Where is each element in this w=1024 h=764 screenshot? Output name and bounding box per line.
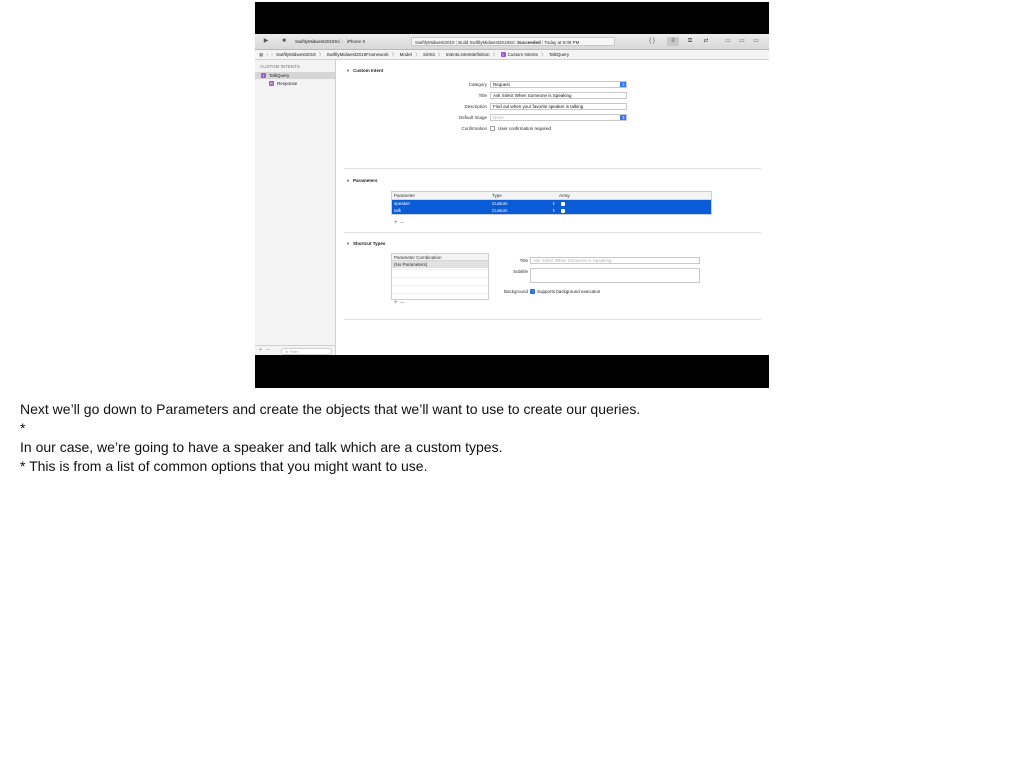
path-item[interactable]: Intents.intentdefinition 〉 xyxy=(445,52,498,57)
background-text: Supports background execution xyxy=(537,289,601,294)
column-header-array: Array xyxy=(559,193,570,198)
sidebar-item-label: TalkQuery xyxy=(269,73,290,78)
disclosure-triangle-icon: ▼ xyxy=(346,178,350,183)
scheme-selector[interactable]: SwiftlyMidwest2019Sri 〉 iPhone X xyxy=(295,39,366,44)
category-label: Category xyxy=(468,82,487,87)
path-item[interactable]: I Custom Intents 〉 xyxy=(502,52,546,58)
shortcut-title-label: Title xyxy=(519,258,528,263)
sidebar-item-response[interactable] xyxy=(255,80,335,87)
type-stepper-icon[interactable]: ⇕ xyxy=(552,201,556,206)
navigator-toggle-icon[interactable]: ▭ xyxy=(725,38,731,44)
path-item[interactable]: SwiftlyMidwest2019 〉 xyxy=(276,52,324,57)
category-select[interactable]: Request ⇕ xyxy=(490,81,627,88)
default-image-select[interactable]: None ⇕ xyxy=(490,114,627,121)
back-icon[interactable]: ‹ xyxy=(266,52,269,57)
confirmation-text: User confirmation required xyxy=(498,126,552,131)
sidebar-item-label: Response xyxy=(277,81,298,86)
section-divider xyxy=(344,232,761,233)
confirmation-checkbox[interactable] xyxy=(490,126,495,131)
background-checkbox[interactable] xyxy=(530,289,535,294)
sidebar-header: CUSTOM INTENTS xyxy=(260,64,300,69)
column-header-parameter: Parameter xyxy=(394,193,416,198)
assistant-editor-icon[interactable]: ⧉ xyxy=(687,38,693,44)
standard-editor-icon[interactable]: ≡ xyxy=(667,37,679,46)
debug-toggle-icon[interactable]: ▭ xyxy=(739,38,745,44)
section-divider xyxy=(344,319,761,320)
default-image-label: Default Image xyxy=(458,115,487,120)
xcode-window xyxy=(255,34,769,355)
shortcut-title-field[interactable]: Ask SiriKit When Someone is Speaking xyxy=(530,257,700,264)
status-time: Today at 9:09 PM xyxy=(544,40,580,45)
parameters-table-header xyxy=(392,192,711,200)
stop-icon[interactable]: ■ xyxy=(282,38,286,44)
path-item[interactable]: SwiftlyMidwest2019Framework 〉 xyxy=(326,52,397,57)
filter-input[interactable]: ⊛ Filter xyxy=(281,348,332,355)
status-result: Succeeded xyxy=(517,40,541,45)
add-intent-button[interactable]: + xyxy=(259,347,262,353)
path-item[interactable]: SiriKit 〉 xyxy=(422,52,443,57)
inspector-toggle-icon[interactable]: ▭ xyxy=(753,38,759,44)
section-shortcut-types[interactable]: ▼ Shortcut Types xyxy=(346,241,386,246)
section-custom-intent[interactable]: ▼ Custom Intent xyxy=(346,68,384,73)
sidebar-item-talkquery[interactable] xyxy=(255,72,335,79)
slide-image xyxy=(255,2,769,388)
speaker-notes xyxy=(20,400,1010,476)
intent-editor xyxy=(336,60,769,355)
parameter-name: talk xyxy=(394,208,402,213)
status-project: SwiftlyMidwest2019 xyxy=(415,40,455,45)
filter-icon: ⊛ xyxy=(285,349,290,354)
background-label: Background xyxy=(503,289,528,294)
parameter-name: speaker xyxy=(394,201,411,206)
combination-table-header: Parameter Combination xyxy=(392,254,488,261)
shortcut-subtitle-label: Subtitle xyxy=(512,269,528,274)
notes-line: * xyxy=(20,420,26,436)
array-checkbox[interactable] xyxy=(561,209,565,213)
remove-parameter-button[interactable]: – xyxy=(400,220,407,226)
confirmation-label: Confirmation xyxy=(461,126,487,131)
jump-bar xyxy=(255,50,769,60)
array-checkbox[interactable] xyxy=(561,202,565,206)
scheme-target: SwiftlyMidwest2019Sri xyxy=(295,39,341,44)
notes-line: In our case, we’re going to have a speaker and talk which are a custom types. xyxy=(20,439,503,455)
parameter-type: Custom xyxy=(492,201,508,206)
code-review-icon[interactable]: { } xyxy=(649,38,655,44)
notes-line: Next we’ll go down to Parameters and create the objects that we’ll want to use to create our queries. xyxy=(20,401,641,417)
status-build: Build SwiftlyMidwest2019Sri: xyxy=(458,40,516,45)
intent-list-sidebar xyxy=(255,60,336,355)
disclosure-triangle-icon: ▼ xyxy=(346,68,350,73)
forward-icon[interactable]: › xyxy=(271,52,273,57)
parameter-combination-table xyxy=(391,253,489,300)
table-row[interactable] xyxy=(392,200,711,207)
path-item[interactable]: Model 〉 xyxy=(399,52,420,57)
version-editor-icon[interactable]: ⇄ xyxy=(703,38,709,44)
activity-status: SwiftlyMidwest2019 | Build SwiftlyMidwest2019Sri: Succeeded | Today at 9:09 PM xyxy=(411,37,615,46)
column-header-type: Type xyxy=(492,193,502,198)
disclosure-triangle-icon: ▼ xyxy=(346,241,350,246)
popup-arrow-icon: ⇕ xyxy=(621,82,626,87)
intent-badge-icon: I xyxy=(262,73,265,79)
table-row[interactable]: (No Parameters) xyxy=(392,261,488,268)
add-shortcut-button[interactable]: + xyxy=(394,300,401,306)
title-label: Title xyxy=(478,93,487,98)
section-divider xyxy=(344,168,761,169)
title-field[interactable]: Ask SiriKit When Someone is Speaking xyxy=(490,92,627,99)
shortcut-add-remove xyxy=(394,300,407,306)
grid-icon[interactable]: ▦ xyxy=(259,52,264,57)
popup-arrow-icon: ⇕ xyxy=(621,115,626,120)
path-item[interactable]: TalkQuery xyxy=(548,52,570,57)
remove-intent-button[interactable]: – xyxy=(267,347,270,353)
description-label: Description xyxy=(464,104,487,109)
type-stepper-icon[interactable]: ⇕ xyxy=(552,208,556,213)
parameters-table xyxy=(391,191,712,215)
shortcut-subtitle-field[interactable] xyxy=(530,268,700,283)
parameter-type: Custom xyxy=(492,208,508,213)
parameters-add-remove xyxy=(394,220,407,226)
notes-line: * This is from a list of common options that you might want to use. xyxy=(20,458,428,474)
sidebar-footer xyxy=(255,345,335,355)
scheme-device: iPhone X xyxy=(347,39,366,44)
toolbar xyxy=(255,34,769,50)
section-parameters[interactable]: ▼ Parameters xyxy=(346,178,378,183)
description-field[interactable]: Find out when your favorite speaker is talking xyxy=(490,103,627,110)
remove-shortcut-button[interactable]: – xyxy=(400,300,407,306)
response-badge-icon: R xyxy=(270,81,273,87)
play-icon[interactable]: ▶ xyxy=(263,38,269,44)
table-row[interactable] xyxy=(392,207,711,214)
add-parameter-button[interactable]: + xyxy=(394,220,401,226)
